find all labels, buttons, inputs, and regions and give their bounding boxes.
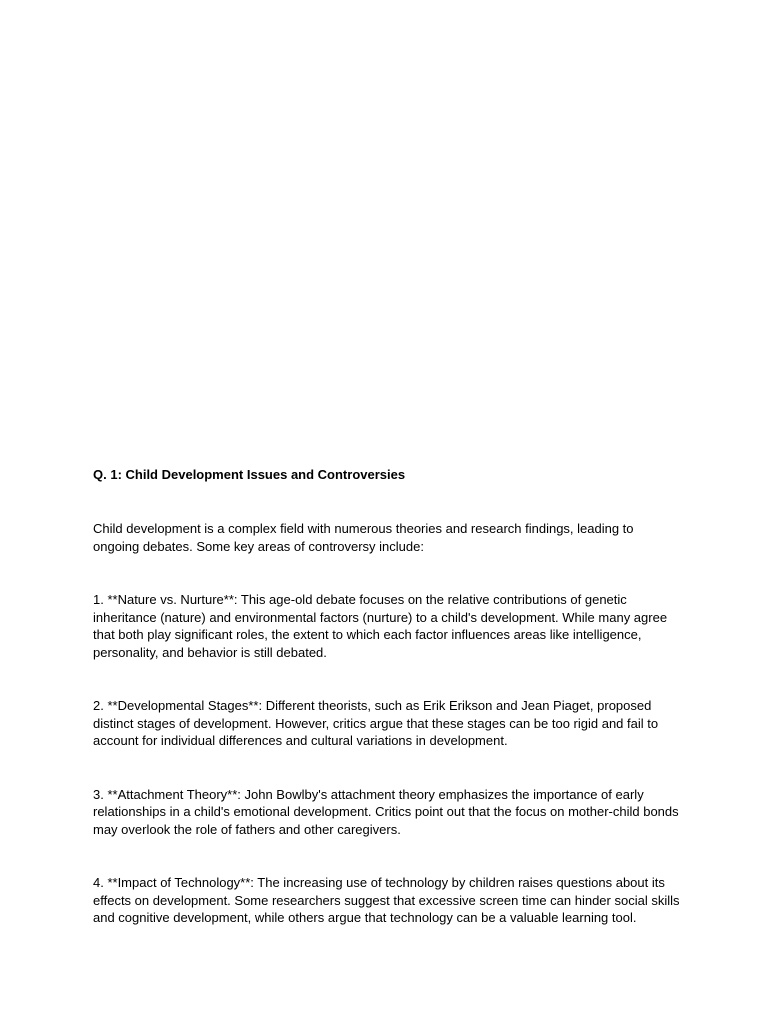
list-item-attachment-theory: 3. **Attachment Theory**: John Bowlby's attachment theory emphasizes the importance of early relationships in a child's emotional development. Critics point out that the focus on mother-child bonds may overlook the role of fathers and other caregivers.: [93, 786, 679, 837]
list-item-nature-nurture: 1. **Nature vs. Nurture**: This age-old debate focuses on the relative contributions of genetic inheritance (nature) and environmental factors (nurture) to a child's development. While many agree that both play significant roles, the extent to which each factor influences areas like intelligence, personality, and behavior is still debated.: [93, 592, 668, 660]
question-heading: Q. 1: Child Development Issues and Controversies: [93, 467, 406, 482]
list-item-impact-of-technology: 4. **Impact of Technology**: The increasing use of technology by children raises questions about its effects on development. Some researchers suggest that excessive screen time can hinder social skills and cognitive development, while others argue that technology can be a valuable learning tool.: [93, 875, 680, 925]
spacer: [93, 555, 683, 591]
list-item-developmental-stages: 2. **Developmental Stages**: Different theorists, such as Erik Erikson and Jean Piaget, proposed distinct stages of development. However, critics argue that these stages can be too rigid and fail to account for individual differences and cultural variations in development.: [93, 698, 659, 748]
spacer: [93, 750, 683, 786]
intro-paragraph: Child development is a complex field with numerous theories and research findings, leading to ongoing debates. Some key areas of controversy include:: [93, 521, 634, 554]
spacer: [93, 661, 683, 697]
document-content: [93, 466, 683, 927]
spacer: [93, 838, 683, 874]
spacer: [93, 484, 683, 520]
